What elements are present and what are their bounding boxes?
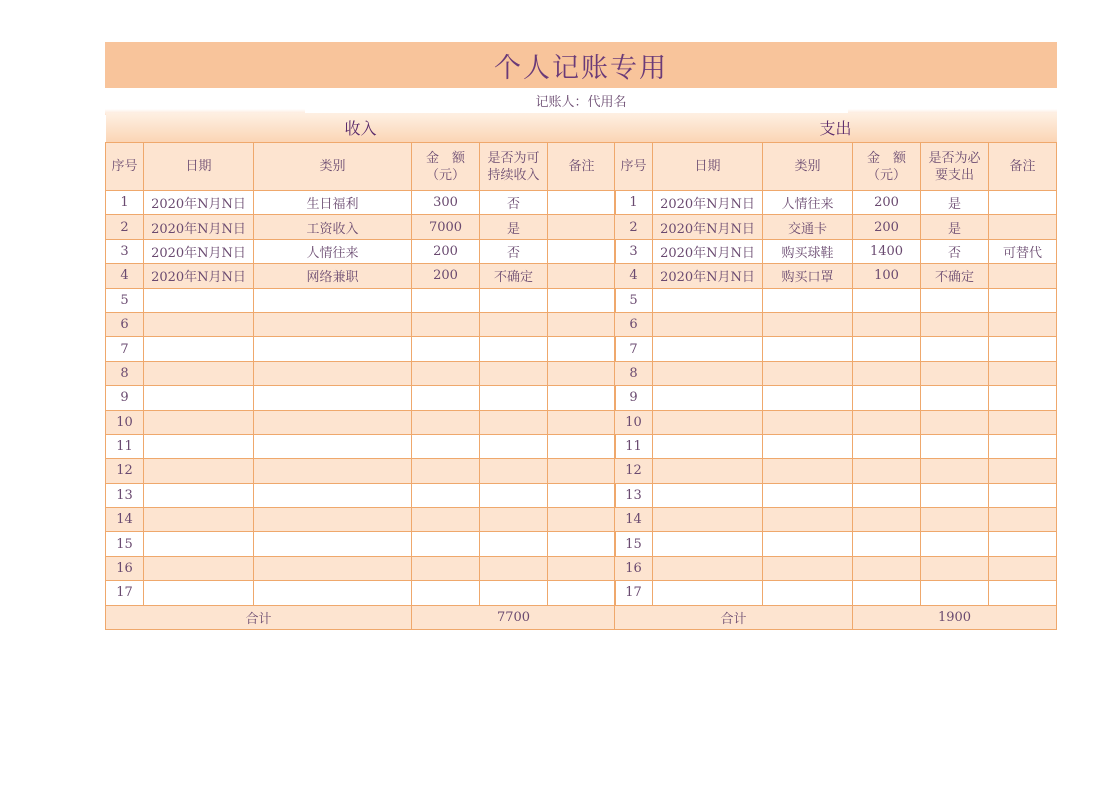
cell-date [653, 410, 763, 434]
cell-category [763, 361, 853, 385]
cell-category [254, 532, 412, 556]
cell-flag: 是 [921, 215, 989, 239]
cell-date: 2020年N月N日 [653, 215, 763, 239]
table-row [615, 361, 1057, 385]
cell-amount: 100 [853, 264, 921, 288]
cell-note [989, 556, 1057, 580]
header-note: 备注 [989, 143, 1057, 191]
cell-flag [921, 508, 989, 532]
cell-note [548, 581, 616, 605]
cell-amount [853, 337, 921, 361]
cell-flag: 不确定 [921, 264, 989, 288]
cell-seq: 10 [106, 410, 144, 434]
cell-flag: 否 [921, 239, 989, 263]
page-title: 个人记账专用 [105, 42, 1057, 88]
cell-note [989, 532, 1057, 556]
cell-flag [921, 361, 989, 385]
cell-amount: 7000 [412, 215, 480, 239]
cell-amount: 200 [853, 191, 921, 215]
table-row [615, 532, 1057, 556]
cell-amount [412, 508, 480, 532]
cell-date: 2020年N月N日 [144, 191, 254, 215]
cell-date [144, 434, 254, 458]
header-amount-line2: （元） [866, 167, 906, 183]
table-row [106, 191, 616, 215]
cell-date [144, 410, 254, 434]
cell-date [144, 312, 254, 336]
cell-date [653, 459, 763, 483]
header-category: 类别 [763, 143, 853, 191]
cell-date: 2020年N月N日 [144, 239, 254, 263]
table-row [106, 459, 616, 483]
header-date: 日期 [144, 143, 254, 191]
header-amount-line2: （元） [425, 167, 465, 183]
cell-flag [480, 532, 548, 556]
cell-flag: 是 [921, 191, 989, 215]
cell-seq: 5 [106, 288, 144, 312]
cell-category [254, 556, 412, 580]
cell-flag [921, 386, 989, 410]
cell-category [254, 410, 412, 434]
cell-flag [480, 288, 548, 312]
table-row [106, 239, 616, 263]
cell-date [653, 434, 763, 458]
cell-date [653, 337, 763, 361]
cell-amount [412, 337, 480, 361]
cell-flag [921, 288, 989, 312]
cell-seq: 6 [615, 312, 653, 336]
cell-seq: 17 [615, 581, 653, 605]
cell-date: 2020年N月N日 [653, 264, 763, 288]
recorder-label: 记账人： [535, 94, 588, 110]
cell-category: 工资收入 [254, 215, 412, 239]
table-row [615, 239, 1057, 263]
cell-seq: 15 [106, 532, 144, 556]
cell-seq: 7 [615, 337, 653, 361]
cell-note [989, 581, 1057, 605]
cell-category [254, 483, 412, 507]
header-flag [480, 143, 548, 191]
table-row [106, 386, 616, 410]
cell-date [653, 483, 763, 507]
table-row [615, 337, 1057, 361]
expense-total-label: 合计 [615, 605, 853, 629]
header-amount-line1: 金 额 [866, 150, 906, 166]
cell-category [763, 508, 853, 532]
cell-amount: 1400 [853, 239, 921, 263]
cell-flag [921, 532, 989, 556]
cell-amount [853, 312, 921, 336]
table-row [615, 434, 1057, 458]
table-row [615, 459, 1057, 483]
table-row [615, 288, 1057, 312]
cell-note [989, 288, 1057, 312]
cell-date: 2020年N月N日 [144, 264, 254, 288]
cell-flag [921, 581, 989, 605]
expense-total-value: 1900 [853, 605, 1057, 629]
cell-flag [921, 434, 989, 458]
cell-seq: 15 [615, 532, 653, 556]
cell-date [653, 556, 763, 580]
table-row [106, 312, 616, 336]
cell-note [989, 337, 1057, 361]
income-total-value: 7700 [412, 605, 616, 629]
cell-amount [412, 312, 480, 336]
cell-flag: 否 [480, 239, 548, 263]
cell-seq: 4 [615, 264, 653, 288]
cell-amount [853, 288, 921, 312]
cell-seq: 9 [615, 386, 653, 410]
header-flag-line1: 是否为可 [487, 150, 540, 166]
cell-category: 人情往来 [763, 191, 853, 215]
table-row [106, 556, 616, 580]
cell-note [989, 361, 1057, 385]
cell-note [548, 483, 616, 507]
cell-flag [921, 483, 989, 507]
cell-seq: 16 [615, 556, 653, 580]
cell-amount [853, 508, 921, 532]
cell-flag [480, 434, 548, 458]
cell-category [254, 312, 412, 336]
cell-amount [412, 288, 480, 312]
cell-date [144, 532, 254, 556]
cell-amount [853, 386, 921, 410]
cell-date [653, 581, 763, 605]
cell-amount [412, 434, 480, 458]
cell-date [653, 508, 763, 532]
cell-note [548, 312, 616, 336]
cell-date [144, 483, 254, 507]
cell-amount: 200 [853, 215, 921, 239]
cell-flag [921, 410, 989, 434]
cell-category [763, 459, 853, 483]
cell-note [989, 410, 1057, 434]
cell-date [653, 312, 763, 336]
cell-note: 可替代 [989, 239, 1057, 263]
cell-category: 人情往来 [254, 239, 412, 263]
header-amount [853, 143, 921, 191]
header-date: 日期 [653, 143, 763, 191]
cell-amount [412, 483, 480, 507]
cell-category [763, 288, 853, 312]
cell-amount [853, 361, 921, 385]
cell-date: 2020年N月N日 [653, 239, 763, 263]
income-section-title: 收入 [106, 113, 616, 143]
cell-amount [412, 556, 480, 580]
cell-note [548, 532, 616, 556]
cell-category [254, 337, 412, 361]
cell-amount [853, 581, 921, 605]
cell-seq: 12 [615, 459, 653, 483]
cell-note [548, 337, 616, 361]
table-row [615, 581, 1057, 605]
cell-date [653, 532, 763, 556]
cell-date [144, 508, 254, 532]
cell-amount [853, 556, 921, 580]
cell-note [548, 386, 616, 410]
cell-seq: 3 [106, 239, 144, 263]
table-row [615, 386, 1057, 410]
expense-section-title: 支出 [615, 113, 1057, 143]
cell-note [548, 556, 616, 580]
table-row [106, 532, 616, 556]
cell-flag [480, 483, 548, 507]
table-row [106, 581, 616, 605]
expense-table [614, 113, 1057, 630]
cell-seq: 1 [106, 191, 144, 215]
header-flag-line1: 是否为必 [928, 150, 981, 166]
cell-date [144, 459, 254, 483]
cell-seq: 14 [615, 508, 653, 532]
cell-seq: 6 [106, 312, 144, 336]
cell-note [989, 434, 1057, 458]
cell-note [548, 508, 616, 532]
header-amount-line1: 金 额 [425, 150, 465, 166]
cell-seq: 13 [106, 483, 144, 507]
cell-seq: 9 [106, 386, 144, 410]
cell-seq: 10 [615, 410, 653, 434]
cell-amount [412, 532, 480, 556]
cell-note [548, 361, 616, 385]
cell-seq: 11 [615, 434, 653, 458]
cell-date [144, 386, 254, 410]
cell-date: 2020年N月N日 [653, 191, 763, 215]
cell-date [653, 361, 763, 385]
cell-category [763, 312, 853, 336]
table-row [615, 410, 1057, 434]
cell-amount [412, 410, 480, 434]
cell-flag [480, 410, 548, 434]
cell-date [653, 288, 763, 312]
cell-note [548, 434, 616, 458]
cell-amount [853, 532, 921, 556]
cell-category [763, 483, 853, 507]
table-row [106, 288, 616, 312]
cell-category [254, 434, 412, 458]
cell-note [989, 459, 1057, 483]
cell-flag [480, 556, 548, 580]
cell-date [144, 581, 254, 605]
header-flag-line2: 持续收入 [487, 167, 540, 183]
cell-flag [480, 361, 548, 385]
cell-category [763, 410, 853, 434]
cell-category [254, 581, 412, 605]
table-row [615, 556, 1057, 580]
cell-category [763, 532, 853, 556]
table-row [615, 191, 1057, 215]
table-row [615, 264, 1057, 288]
table-row [106, 215, 616, 239]
header-amount [412, 143, 480, 191]
header-note: 备注 [548, 143, 616, 191]
table-row [615, 508, 1057, 532]
cell-category [254, 508, 412, 532]
cell-seq: 8 [615, 361, 653, 385]
cell-category: 购买口罩 [763, 264, 853, 288]
cell-amount [412, 361, 480, 385]
cell-seq: 8 [106, 361, 144, 385]
cell-note [989, 312, 1057, 336]
table-row [106, 410, 616, 434]
cell-category [763, 556, 853, 580]
cell-category [254, 361, 412, 385]
cell-date [144, 288, 254, 312]
header-category: 类别 [254, 143, 412, 191]
cell-note [989, 386, 1057, 410]
cell-date: 2020年N月N日 [144, 215, 254, 239]
cell-amount: 200 [412, 264, 480, 288]
cell-seq: 13 [615, 483, 653, 507]
income-total-label: 合计 [106, 605, 412, 629]
cell-category [763, 581, 853, 605]
cell-flag [480, 386, 548, 410]
header-flag [921, 143, 989, 191]
cell-flag [480, 581, 548, 605]
recorder-name: 代用名 [587, 94, 627, 110]
cell-note [548, 215, 616, 239]
table-row [106, 361, 616, 385]
table-row [106, 483, 616, 507]
cell-note [989, 215, 1057, 239]
table-row [106, 508, 616, 532]
table-row [615, 215, 1057, 239]
table-row [106, 264, 616, 288]
cell-note [548, 191, 616, 215]
cell-amount [412, 459, 480, 483]
cell-seq: 4 [106, 264, 144, 288]
cell-category [254, 459, 412, 483]
cell-category: 交通卡 [763, 215, 853, 239]
cell-category: 生日福利 [254, 191, 412, 215]
cell-category [763, 337, 853, 361]
cell-seq: 11 [106, 434, 144, 458]
cell-amount: 300 [412, 191, 480, 215]
cell-category: 购买球鞋 [763, 239, 853, 263]
cell-seq: 1 [615, 191, 653, 215]
header-seq: 序号 [106, 143, 144, 191]
cell-category [763, 434, 853, 458]
cell-category [254, 386, 412, 410]
cell-amount [853, 459, 921, 483]
header-flag-line2: 要支出 [934, 167, 974, 183]
cell-note [548, 459, 616, 483]
recorder-line [105, 90, 1057, 110]
cell-flag [480, 508, 548, 532]
cell-note [989, 508, 1057, 532]
cell-flag [921, 312, 989, 336]
table-row [615, 483, 1057, 507]
cell-seq: 2 [106, 215, 144, 239]
cell-note [989, 483, 1057, 507]
cell-seq: 16 [106, 556, 144, 580]
cell-flag: 是 [480, 215, 548, 239]
cell-flag [921, 337, 989, 361]
cell-date [144, 361, 254, 385]
cell-category: 网络兼职 [254, 264, 412, 288]
income-table [105, 113, 616, 630]
table-row [615, 312, 1057, 336]
cell-flag: 否 [480, 191, 548, 215]
cell-seq: 2 [615, 215, 653, 239]
cell-note [548, 410, 616, 434]
header-seq: 序号 [615, 143, 653, 191]
cell-flag [921, 556, 989, 580]
cell-seq: 5 [615, 288, 653, 312]
cell-note [548, 288, 616, 312]
cell-flag [480, 337, 548, 361]
cell-flag [921, 459, 989, 483]
cell-note [548, 239, 616, 263]
cell-seq: 7 [106, 337, 144, 361]
cell-date [653, 386, 763, 410]
table-row [106, 337, 616, 361]
cell-date [144, 556, 254, 580]
cell-amount [412, 581, 480, 605]
cell-amount [853, 483, 921, 507]
table-row [106, 434, 616, 458]
cell-note [989, 191, 1057, 215]
cell-date [144, 337, 254, 361]
cell-amount [412, 386, 480, 410]
cell-category [763, 386, 853, 410]
cell-flag [480, 459, 548, 483]
cell-flag: 不确定 [480, 264, 548, 288]
cell-amount [853, 434, 921, 458]
cell-seq: 14 [106, 508, 144, 532]
cell-seq: 17 [106, 581, 144, 605]
cell-note [989, 264, 1057, 288]
cell-seq: 12 [106, 459, 144, 483]
cell-amount: 200 [412, 239, 480, 263]
cell-note [548, 264, 616, 288]
cell-seq: 3 [615, 239, 653, 263]
cell-amount [853, 410, 921, 434]
cell-category [254, 288, 412, 312]
cell-flag [480, 312, 548, 336]
